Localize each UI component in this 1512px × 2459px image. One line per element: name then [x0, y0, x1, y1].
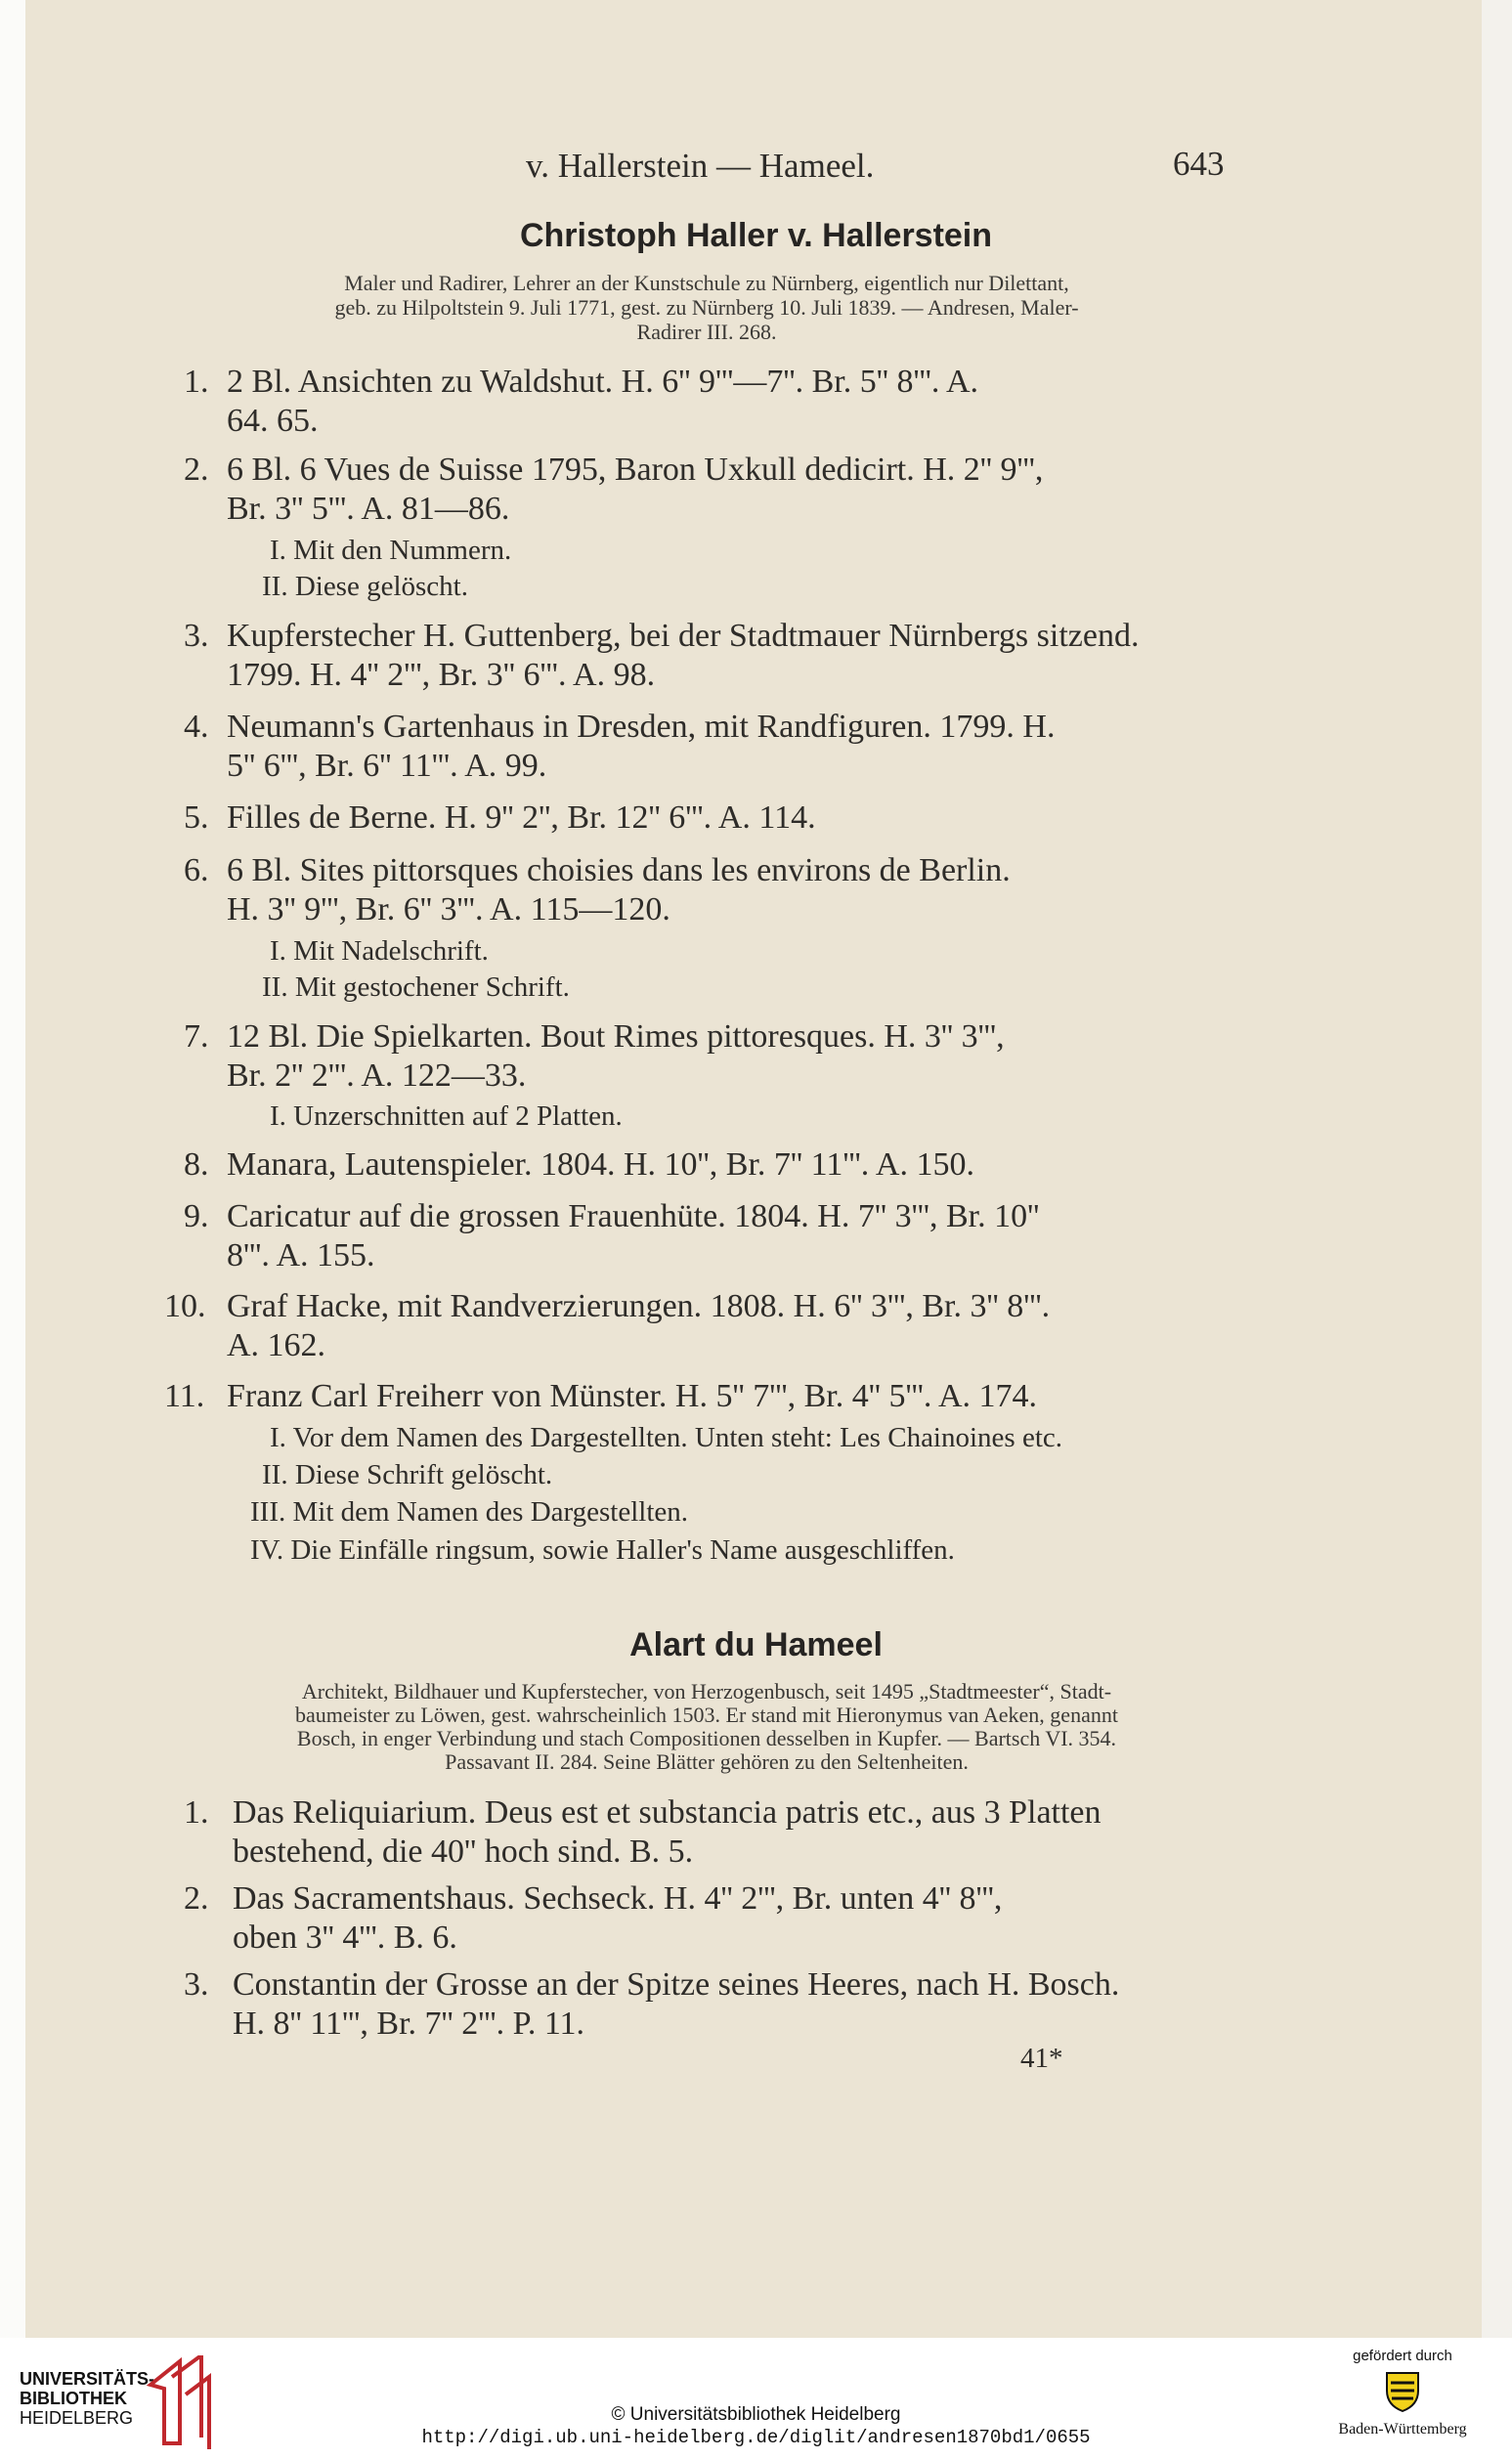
state-note: II. Diese Schrift gelöscht. — [262, 1459, 553, 1490]
running-title: v. Hallerstein — Hameel. — [526, 147, 875, 185]
artist-heading: Christoph Haller v. Hallerstein — [519, 217, 993, 254]
entry-text: H. 8'' 11''', Br. 7'' 2'''. P. 11. — [233, 2006, 585, 2042]
entry-number: 9. — [184, 1198, 209, 1234]
entry-number: 3. — [184, 618, 209, 654]
state-note: II. Mit gestochener Schrift. — [262, 971, 570, 1003]
entry-number: 10. — [164, 1288, 206, 1324]
signature-mark: 41* — [1020, 2043, 1063, 2074]
entry-text: Br. 2'' 2'''. A. 122—33. — [227, 1057, 527, 1094]
entry-number: 2. — [184, 1880, 209, 1917]
state-note: II. Diese gelöscht. — [262, 571, 468, 602]
entry-text: Caricatur auf die grossen Frauenhüte. 1804. H. 7'' 3''', Br. 10'' — [227, 1198, 1040, 1234]
entry-text: 6 Bl. 6 Vues de Suisse 1795, Baron Uxkull dedicirt. H. 2'' 9''', — [227, 452, 1044, 488]
state-note: I. Vor dem Namen des Dargestellten. Unten steht: Les Chainoines etc. — [270, 1422, 1063, 1453]
entry-text: Franz Carl Freiherr von Münster. H. 5'' 7''', Br. 4'' 5'''. A. 174. — [227, 1378, 1038, 1414]
entry-number: 6. — [184, 852, 209, 888]
library-name-line: UNIVERSITÄTS- — [20, 2369, 155, 2389]
state-note: I. Unzerschnitten auf 2 Platten. — [270, 1100, 623, 1132]
entry-text: 64. 65. — [227, 403, 319, 439]
artist-heading: Alart du Hameel — [629, 1626, 883, 1663]
entry-text: 2 Bl. Ansichten zu Waldshut. H. 6'' 9'''—7''. Br. 5'' 8'''. A. — [227, 364, 979, 400]
artist-bio-line: Passavant II. 284. Seine Blätter gehören zu den Seltenheiten. — [445, 1749, 969, 1774]
entry-text: H. 3'' 9''', Br. 6'' 3'''. A. 115—120. — [227, 891, 670, 928]
entry-number: 1. — [184, 1794, 209, 1831]
entry-text: Kupferstecher H. Guttenberg, bei der Stadtmauer Nürnbergs sitzend. — [227, 618, 1140, 654]
funded-by-label: gefördert durch — [1353, 2348, 1452, 2364]
state-note: III. Mit dem Namen des Dargestellten. — [250, 1496, 689, 1528]
entry-number: 2. — [184, 452, 209, 488]
copyright-notice: © Universitätsbibliothek Heidelberg — [611, 2404, 901, 2425]
funder-name: Baden-Württemberg — [1338, 2421, 1467, 2437]
entry-number: 7. — [184, 1018, 209, 1055]
entry-text: 5'' 6''', Br. 6'' 11'''. A. 99. — [227, 748, 547, 784]
artist-bio-line: Architekt, Bildhauer und Kupferstecher, von Herzogenbusch, seit 1495 „Stadtmeester“, Stadt- — [301, 1679, 1112, 1704]
entry-text: Das Reliquiarium. Deus est et substancia patris etc., aus 3 Platten — [233, 1794, 1102, 1831]
entry-number: 1. — [184, 364, 209, 400]
entry-text: A. 162. — [227, 1327, 326, 1363]
entry-number: 3. — [184, 1966, 209, 2003]
entry-text: Constantin der Grosse an der Spitze seines Heeres, nach H. Bosch. — [233, 1966, 1120, 2003]
entry-text: Br. 3'' 5'''. A. 81—86. — [227, 491, 510, 527]
entry-text: Das Sacramentshaus. Sechseck. H. 4'' 2''', Br. unten 4'' 8''', — [233, 1880, 1003, 1917]
library-name-line: HEIDELBERG — [20, 2408, 134, 2428]
state-note: I. Mit den Nummern. — [270, 535, 512, 566]
entry-text: bestehend, die 40'' hoch sind. B. 5. — [233, 1833, 694, 1870]
entry-text: 1799. H. 4'' 2''', Br. 3'' 6'''. A. 98. — [227, 657, 656, 693]
artist-bio-line: Maler und Radirer, Lehrer an der Kunstschule zu Nürnberg, eigentlich nur Dilettant, — [344, 271, 1069, 295]
artist-bio-line: Bosch, in enger Verbindung und stach Compositionen desselben in Kupfer. — Bartsch VI. 354. — [296, 1726, 1117, 1750]
entry-number: 4. — [184, 709, 209, 745]
entry-text: Manara, Lautenspieler. 1804. H. 10'', Br. 7'' 11'''. A. 150. — [227, 1146, 974, 1183]
entry-text: oben 3'' 4'''. B. 6. — [233, 1920, 457, 1956]
entry-number: 11. — [164, 1378, 205, 1414]
artist-bio-line: Radirer III. 268. — [636, 320, 777, 344]
artist-bio-line: baumeister zu Löwen, gest. wahrscheinlich 1503. Er stand mit Hieronymus van Aeken, genannt — [295, 1703, 1118, 1727]
library-name-line: BIBLIOTHEK — [20, 2389, 127, 2408]
permalink-url[interactable]: http://digi.ub.uni-heidelberg.de/diglit/andresen1870bd1/0655 — [421, 2427, 1091, 2448]
entry-text: 6 Bl. Sites pittorsques choisies dans les environs de Berlin. — [227, 852, 1011, 888]
state-note: IV. Die Einfälle ringsum, sowie Haller's Name ausgeschliffen. — [250, 1534, 955, 1566]
state-note: I. Mit Nadelschrift. — [270, 935, 489, 967]
entry-text: Filles de Berne. H. 9'' 2'', Br. 12'' 6'''. A. 114. — [227, 799, 816, 836]
artist-bio-line: geb. zu Hilpoltstein 9. Juli 1771, gest. zu Nürnberg 10. Juli 1839. — Andresen, Maler- — [334, 295, 1079, 320]
page-edge — [1482, 0, 1512, 2338]
entry-number: 8. — [184, 1146, 209, 1183]
entry-text: Graf Hacke, mit Randverzierungen. 1808. H. 6'' 3''', Br. 3'' 8'''. — [227, 1288, 1051, 1324]
page-number: 643 — [1173, 145, 1225, 183]
coat-of-arms-icon — [1383, 2369, 1422, 2412]
entry-number: 5. — [184, 799, 209, 836]
entry-text: 12 Bl. Die Spielkarten. Bout Rimes pittoresques. H. 3'' 3''', — [227, 1018, 1005, 1055]
entry-text: 8'''. A. 155. — [227, 1237, 375, 1273]
entry-text: Neumann's Gartenhaus in Dresden, mit Randfiguren. 1799. H. — [227, 709, 1056, 745]
